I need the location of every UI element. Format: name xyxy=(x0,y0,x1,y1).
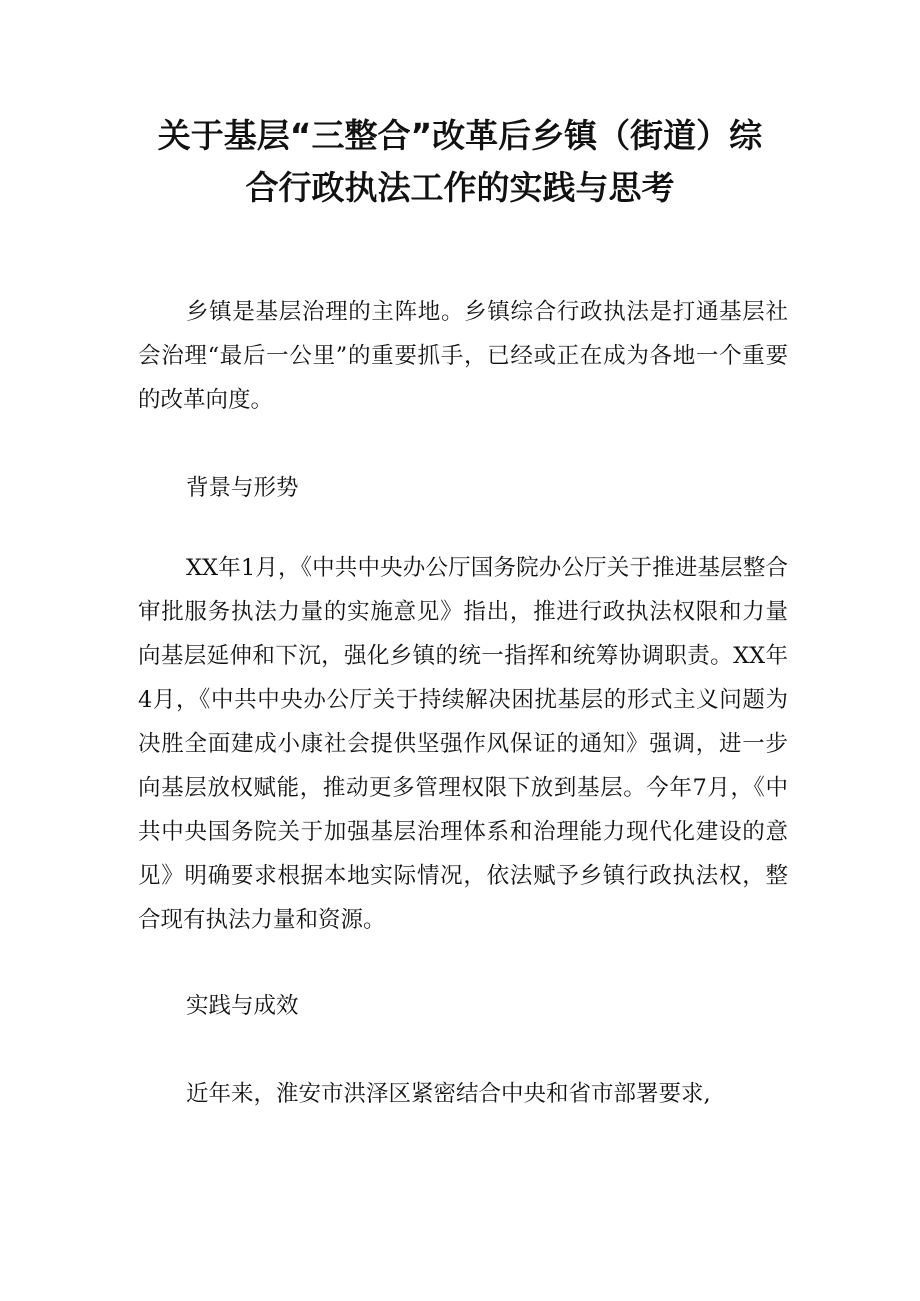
document-title xyxy=(120,110,800,214)
background-paragraph: XX年1月，《中共中央办公厅国务院办公厅关于推进基层整合审批服务执法力量的实施意见》指出，推进行政执法权限和力量向基层延伸和下沉，强化乡镇的统一指挥和统筹协调职责。XX年4月，《中共中央办公厅关于持续解决困扰基层的形式主义问题为决胜全面建成小康社会提供坚强作风保证的通知》强调，进一步向基层放权赋能，推动更多管理权限下放到基层。今年7月，《中共中央国务院关于加强基层治理体系和治理能力现代化建设的意见》明确要求根据本地实际情况，依法赋予乡镇行政执法权，整合现有执法力量和资源。 xyxy=(138,555,788,933)
title-line-1: 关于基层“三整合”改革后乡镇（街道）综 xyxy=(157,116,763,155)
section-heading-practice: 实践与成效 xyxy=(186,993,299,1019)
section-heading-background: 背景与形势 xyxy=(186,475,299,501)
title-line-2: 合行政执法工作的实践与思考 xyxy=(245,168,675,207)
intro-paragraph: 乡镇是基层治理的主阵地。乡镇综合行政执法是打通基层社会治理“最后一公里”的重要抓手，已经或正在成为各地一个重要的改革向度。 xyxy=(138,299,788,413)
practice-paragraph: 近年来，淮安市洪泽区紧密结合中央和省市部署要求, xyxy=(186,1081,711,1107)
